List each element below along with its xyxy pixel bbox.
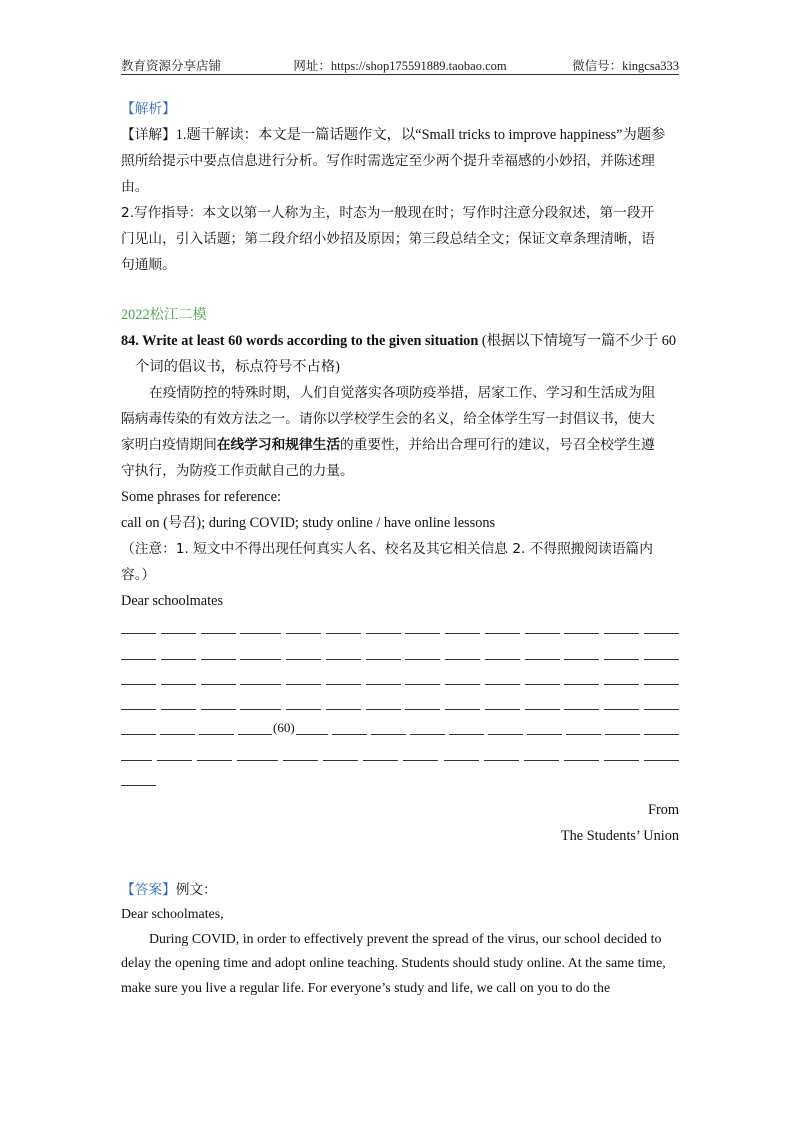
writing-blanks[interactable] xyxy=(121,614,679,791)
answer-blank[interactable] xyxy=(237,746,278,761)
document-content xyxy=(121,96,679,1001)
header-shop-name: 教育资源分享店铺 xyxy=(121,59,222,73)
answer-blank[interactable] xyxy=(564,670,599,685)
analysis-detail-line-1 xyxy=(121,122,679,148)
answer-blank[interactable] xyxy=(197,746,232,761)
answer-blank[interactable] xyxy=(286,645,321,660)
blank-row[interactable] xyxy=(121,740,679,765)
answer-blank[interactable] xyxy=(240,645,281,660)
answer-blank[interactable] xyxy=(445,619,480,634)
answer-blank[interactable] xyxy=(604,670,639,685)
answer-blank[interactable] xyxy=(644,746,679,761)
analysis-detail-line-4: 2.写作指导：本文以第一人称为主，时态为一般现在时；写作时注意分段叙述，第一段开 xyxy=(121,205,655,221)
prompt-line-2: 隔病毒传染的有效方法之一。请你以学校学生会的名义，给全体学生写一封倡议书，使大 xyxy=(121,411,655,427)
answer-blank[interactable] xyxy=(605,720,640,735)
blank-row[interactable] xyxy=(121,690,679,715)
blank-row[interactable] xyxy=(121,614,679,639)
answer-blank[interactable] xyxy=(485,619,520,634)
answer-blank[interactable] xyxy=(604,619,639,634)
answer-blank[interactable] xyxy=(286,695,321,710)
answer-blank[interactable] xyxy=(326,619,361,634)
answer-salutation: Dear schoolmates, xyxy=(121,907,224,923)
note-line-1: （注意：1. 短文中不得出现任何真实人名、校名及其它相关信息 2. 不得照搬阅读语篇内 xyxy=(121,541,653,557)
answer-blank[interactable] xyxy=(363,746,398,761)
answer-blank[interactable] xyxy=(157,746,192,761)
answer-blank[interactable] xyxy=(527,720,562,735)
answer-blank[interactable] xyxy=(485,670,520,685)
answer-blank[interactable] xyxy=(604,746,639,761)
answer-line-3: make sure you live a regular life. For everyone’s study and life, we call on you to do the xyxy=(121,980,611,996)
answer-blank[interactable] xyxy=(405,695,440,710)
answer-blank[interactable] xyxy=(405,619,440,634)
answer-blank[interactable] xyxy=(121,695,156,710)
answer-blank[interactable] xyxy=(449,720,484,735)
analysis-detail-line-3: 由。 xyxy=(121,179,149,195)
phrases-title: Some phrases for reference: xyxy=(121,489,281,505)
answer-blank[interactable] xyxy=(240,695,281,710)
answer-blank[interactable] xyxy=(644,720,679,735)
answer-blank[interactable] xyxy=(121,619,156,634)
answer-blank[interactable] xyxy=(525,645,560,660)
answer-tag: 【答案】 xyxy=(121,882,176,899)
answer-blank[interactable] xyxy=(201,619,236,634)
analysis-tag: 【解析】 xyxy=(121,101,176,117)
answer-blank[interactable] xyxy=(485,695,520,710)
blank-row-last[interactable] xyxy=(121,766,679,791)
answer-blank[interactable] xyxy=(201,670,236,685)
answer-blank[interactable] xyxy=(326,645,361,660)
detail-text-1: 1.题干解读：本文是一篇话题作文，以“Small tricks to improve happiness”为题参 xyxy=(175,127,666,143)
answer-blank[interactable] xyxy=(484,746,519,761)
answer-blank[interactable] xyxy=(644,670,679,685)
answer-blank[interactable] xyxy=(366,695,401,710)
blank-row-with-count[interactable] xyxy=(121,715,679,740)
word-count-marker: (60) xyxy=(273,720,295,736)
answer-blank[interactable] xyxy=(405,645,440,660)
letter-sign-name: The Students’ Union xyxy=(560,828,679,845)
answer-blank[interactable] xyxy=(199,720,234,735)
answer-blank[interactable] xyxy=(525,670,560,685)
answer-blank[interactable] xyxy=(323,746,358,761)
answer-blank[interactable] xyxy=(525,619,560,634)
answer-blank[interactable] xyxy=(366,645,401,660)
answer-blank[interactable] xyxy=(161,695,196,710)
answer-blank[interactable] xyxy=(326,670,361,685)
answer-blank[interactable] xyxy=(644,619,679,634)
answer-blank[interactable] xyxy=(564,746,599,761)
answer-blank[interactable] xyxy=(566,720,601,735)
answer-blank[interactable] xyxy=(444,746,479,761)
answer-blank[interactable] xyxy=(604,695,639,710)
answer-blank[interactable] xyxy=(644,695,679,710)
answer-blank[interactable] xyxy=(296,720,328,735)
answer-blank[interactable] xyxy=(410,720,445,735)
answer-blank[interactable] xyxy=(366,619,401,634)
answer-blank[interactable] xyxy=(201,645,236,660)
header-divider xyxy=(121,74,679,75)
header-url[interactable]: 网址：https://shop175591889.taobao.com xyxy=(293,59,507,73)
question-source: 2022松江二模 xyxy=(121,307,207,323)
answer-blank[interactable] xyxy=(201,695,236,710)
prompt-line-3-pre: 家明白疫情期间 xyxy=(121,437,217,453)
note-line-2: 容。） xyxy=(121,567,156,583)
answer-blank[interactable] xyxy=(403,746,438,761)
answer-blank[interactable] xyxy=(485,645,520,660)
answer-blank[interactable] xyxy=(644,645,679,660)
answer-label: 例文： xyxy=(175,882,217,899)
answer-blank[interactable] xyxy=(445,645,480,660)
blank-row[interactable] xyxy=(121,639,679,664)
answer-blank[interactable] xyxy=(405,670,440,685)
analysis-detail-line-2: 照所给提示中要点信息进行分析。写作时需选定至少两个提升幸福感的小妙招，并陈述理 xyxy=(121,153,655,169)
answer-blank[interactable] xyxy=(445,670,480,685)
answer-blank[interactable] xyxy=(238,720,272,735)
answer-blank[interactable] xyxy=(161,619,196,634)
answer-blank[interactable] xyxy=(488,720,523,735)
detail-tag: 【详解】 xyxy=(121,127,176,143)
answer-blank[interactable] xyxy=(604,645,639,660)
answer-blank[interactable] xyxy=(161,670,196,685)
analysis-detail-line-6: 句通顺。 xyxy=(121,257,176,273)
prompt-line-3-post: 的重要性，并给出合理可行的建议，号召全校学生遵 xyxy=(340,437,655,453)
prompt-line-4: 守执行，为防疫工作贡献自己的力量。 xyxy=(121,463,354,479)
answer-blank[interactable] xyxy=(326,695,361,710)
answer-blank[interactable] xyxy=(564,695,599,710)
answer-blank[interactable] xyxy=(525,695,560,710)
answer-blank[interactable] xyxy=(332,720,367,735)
answer-blank[interactable] xyxy=(564,645,599,660)
answer-blank[interactable] xyxy=(564,619,599,634)
answer-blank[interactable] xyxy=(445,695,480,710)
answer-line-2: delay the opening time and adopt online teaching. Students should study online. At the same time, xyxy=(121,956,666,972)
answer-blank[interactable] xyxy=(121,670,156,685)
question-title xyxy=(121,328,679,354)
answer-blank[interactable] xyxy=(371,720,406,735)
answer-blank[interactable] xyxy=(240,670,281,685)
answer-blank[interactable] xyxy=(121,720,156,735)
header-wechat: 微信号：kingcsa333 xyxy=(572,59,679,73)
prompt-line-3 xyxy=(121,432,679,458)
answer-blank[interactable] xyxy=(161,645,196,660)
answer-line-1: During COVID, in order to effectively prevent the spread of the virus, our school decided to xyxy=(149,931,662,947)
answer-blank[interactable] xyxy=(160,720,195,735)
prompt-line-1: 在疫情防控的特殊时期，人们自觉落实各项防疫举措，居家工作、学习和生活成为阻 xyxy=(149,385,656,401)
answer-blank[interactable] xyxy=(121,645,156,660)
phrases-list: call on (号召); during COVID; study online / have online lessons xyxy=(121,515,496,531)
answer-blank[interactable] xyxy=(366,670,401,685)
question-title-note-2: 个词的倡议书，标点符号不占格) xyxy=(135,359,340,375)
answer-heading xyxy=(121,877,679,903)
answer-blank[interactable] xyxy=(524,746,559,761)
analysis-detail-line-5: 门见山，引入话题；第二段介绍小妙招及原因；第三段总结全文；保证文章条理清晰，语 xyxy=(121,231,655,247)
answer-blank[interactable] xyxy=(286,670,321,685)
letter-salutation: Dear schoolmates xyxy=(121,593,224,609)
answer-blank[interactable] xyxy=(240,619,281,634)
answer-blank[interactable] xyxy=(286,619,321,634)
letter-sign-from: From xyxy=(648,802,679,819)
question-number-title: 84. Write at least 60 words according to the given situation xyxy=(121,333,479,349)
blank-row[interactable] xyxy=(121,665,679,690)
page-header xyxy=(121,56,679,74)
question-title-note: (根据以下情境写一篇不少于 60 xyxy=(478,333,677,349)
answer-blank[interactable] xyxy=(283,746,318,761)
prompt-key-phrase: 在线学习和规律生活 xyxy=(216,437,341,453)
answer-blank[interactable] xyxy=(121,746,152,761)
answer-blank[interactable] xyxy=(121,771,156,786)
